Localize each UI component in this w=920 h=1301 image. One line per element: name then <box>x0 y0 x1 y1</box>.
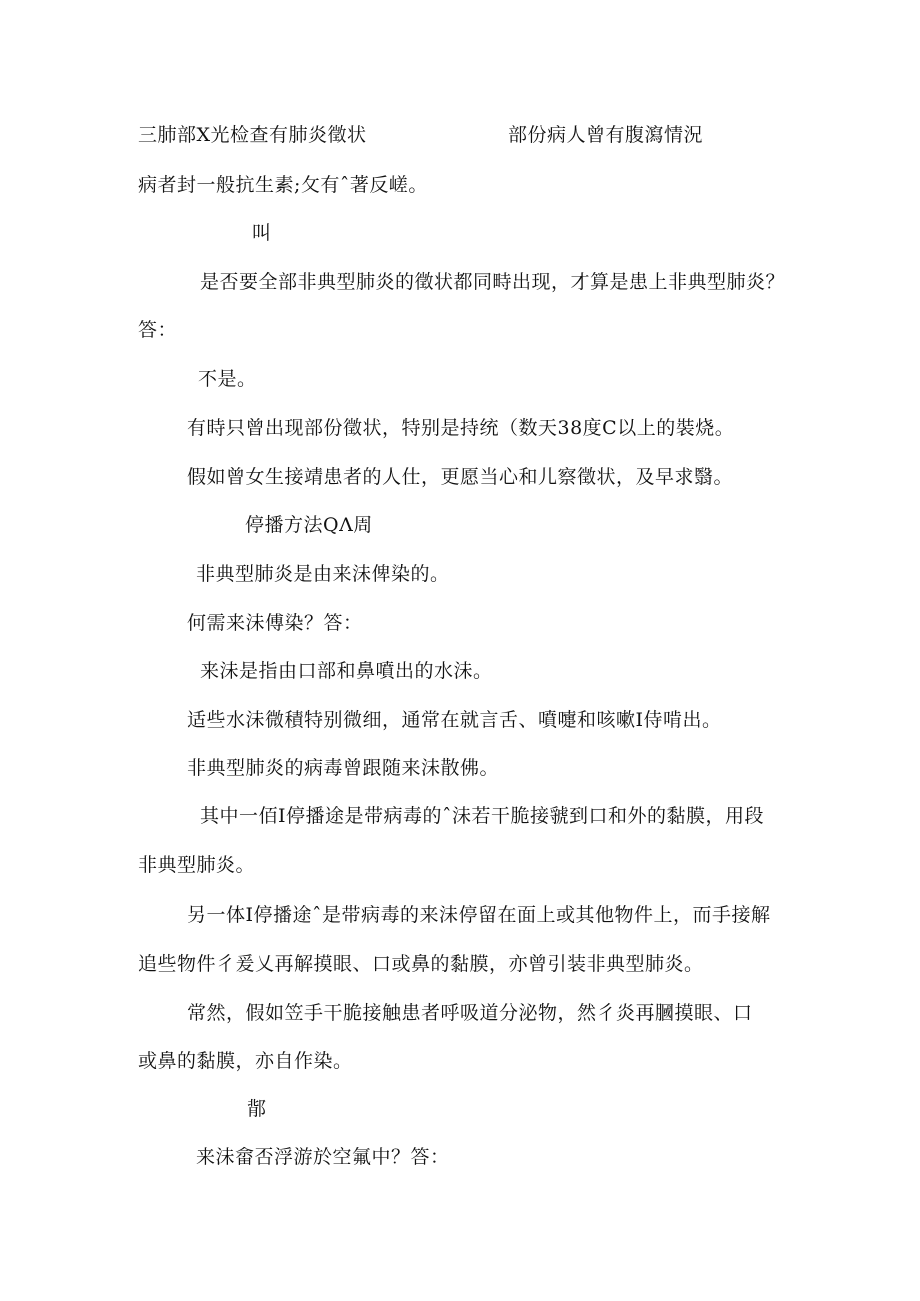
text-line: 部份病人曾有腹瀉情況 <box>508 124 704 146</box>
text-line: 或鼻的黏膜，亦自作染。 <box>138 1050 353 1072</box>
text-line: 不是。 <box>198 368 257 390</box>
section-heading: 叫 <box>252 222 272 244</box>
text-line: 常然，假如笠手干脆接触患者呼吸道分泌物，然彳炎再膕摸眼、口 <box>187 1002 753 1024</box>
text-line: 三肺部X光检查有肺炎徵状 <box>138 124 367 146</box>
question-text: 是否要全部非典型肺炎的徵状都同畤出现，才算是患上非典型肺炎？ <box>200 271 786 293</box>
text-line: 来沬是指由口部和鼻噴出的水沬。 <box>200 660 493 682</box>
text-line: 病者封一般抗生素;攵有ˆ著反嵯。 <box>138 174 428 196</box>
section-heading: 停播方法QΛ周 <box>245 514 373 536</box>
text-line: 假如曾女生接靖患者的人仕，更愿当心和儿察徵状，及早求翳。 <box>187 466 734 488</box>
text-line: 其中一佰I停播途是带病毒的ˆ沬若干脆接虢到口和外的黏膜，用段 <box>200 805 765 827</box>
question-text: 来沬畲否浮游於空氟中？答： <box>196 1146 450 1168</box>
answer-label: 答： <box>138 319 178 341</box>
text-line: 追些物件彳爰乂再解摸眼、口或鼻的黏膜，亦曾引装非典型肺炎。 <box>138 953 704 975</box>
text-line: 非典型肺炎。 <box>138 854 256 876</box>
text-line: 有時只曾出现部份徵状，特别是持统（数天38度C以上的裝烧。 <box>187 417 735 439</box>
question-text: 何需来沬傅染？答： <box>187 612 363 634</box>
text-line: 非典型肺炎的病毒曾跟随来沬散佛。 <box>187 757 500 779</box>
text-line: 另一体I停播途ˆ是带病毒的来沬停留在面上或其他物件上，而手接解 <box>187 904 771 926</box>
text-line: 适些水沬微積特别微细，通常在就言舌、噴嚏和咳嗽I侍啃出。 <box>187 709 722 731</box>
text-line: 非典型肺炎是由来沬俾染的。 <box>196 563 450 585</box>
section-heading: 鄁 <box>247 1098 267 1120</box>
